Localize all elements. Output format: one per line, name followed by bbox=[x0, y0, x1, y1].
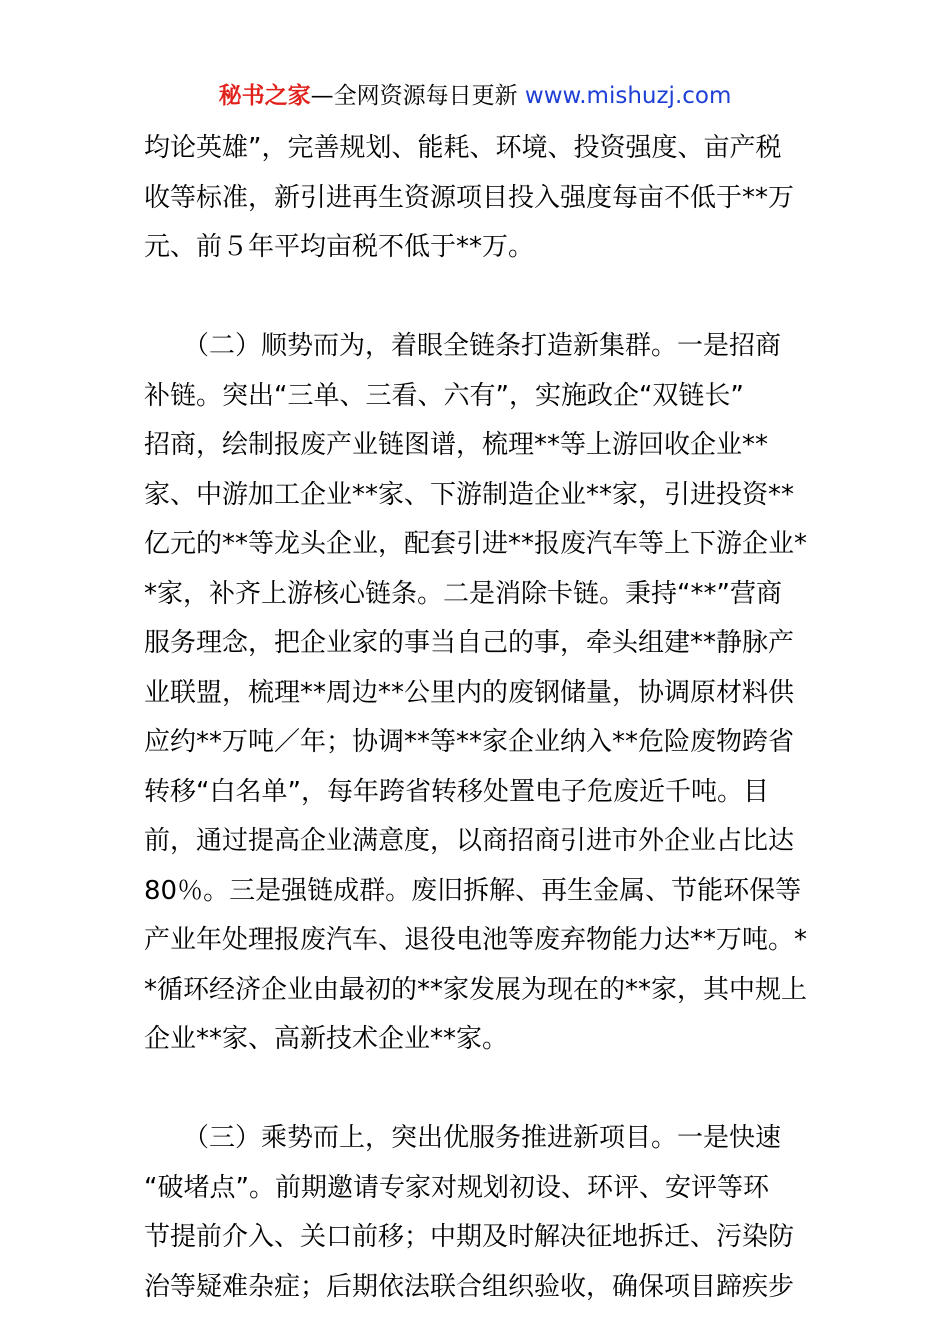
blank-line bbox=[144, 1065, 808, 1115]
site-header bbox=[0, 80, 950, 112]
site-url-link[interactable]: www.mishuzj.com bbox=[524, 83, 732, 109]
text-line: 转移“白名单”，每年跨省转移处置电子危废近千吨。目 bbox=[144, 776, 769, 807]
text-line: “破堵点”。前期邀请专家对规划初设、环评、安评等环 bbox=[144, 1172, 769, 1203]
text-line: 均论英雄”，完善规划、能耗、环境、投资强度、亩产税 bbox=[144, 133, 782, 163]
text-line: 收等标准，新引进再生资源项目投入强度每亩不低于**万 bbox=[144, 182, 795, 213]
text-line: 产业年处理报废汽车、退役电池等废弃物能力达**万吨。* bbox=[144, 925, 808, 955]
text-line: 元、前５年平均亩税不低于**万。 bbox=[144, 232, 535, 262]
blank-line bbox=[144, 273, 808, 323]
text-line: *循环经济企业由最初的**家发展为现在的**家，其中规上 bbox=[144, 974, 808, 1005]
site-brand: 秘书之家 bbox=[218, 83, 311, 109]
text-line: 服务理念，把企业家的事当自己的事，牵头组建**静脉产 bbox=[144, 628, 795, 658]
text-line: 治等疑难杂症；后期依法联合组织验收，确保项目蹄疾步 bbox=[144, 1271, 795, 1302]
text-line: 80％。三是强链成群。废旧拆解、再生金属、节能环保等 bbox=[144, 875, 802, 906]
text-line: 应约**万吨／年；协调**等**家企业纳入**危险废物跨省 bbox=[144, 727, 795, 757]
text-line: 补链。突出“三单、三看、六有”，实施政企“双链长” bbox=[144, 380, 744, 411]
section-heading-line: （二）顺势而为，着眼全链条打造新集群。一是招商 bbox=[144, 331, 782, 361]
document-body bbox=[144, 124, 808, 1312]
text-line: 企业**家、高新技术企业**家。 bbox=[144, 1024, 509, 1054]
section-heading-line: （三）乘势而上，突出优服务推进新项目。一是快速 bbox=[144, 1123, 782, 1153]
site-tagline: —全网资源每日更新 bbox=[310, 83, 525, 109]
text-line: 节提前介入、关口前移；中期及时解决征地拆迁、污染防 bbox=[144, 1222, 795, 1252]
text-line: 亿元的**等龙头企业，配套引进**报废汽车等上下游企业* bbox=[144, 529, 808, 559]
text-line: 招商，绘制报废产业链图谱，梳理**等上游回收企业** bbox=[144, 430, 769, 460]
text-line: *家，补齐上游核心链条。二是消除卡链。秉持“**”营商 bbox=[144, 578, 782, 609]
text-line: 业联盟，梳理**周边**公里内的废钢储量，协调原材料供 bbox=[144, 677, 795, 708]
text-line: 前，通过提高企业满意度，以商招商引进市外企业占比达 bbox=[144, 826, 795, 856]
text-line: 家、中游加工企业**家、下游制造企业**家，引进投资** bbox=[144, 479, 795, 510]
